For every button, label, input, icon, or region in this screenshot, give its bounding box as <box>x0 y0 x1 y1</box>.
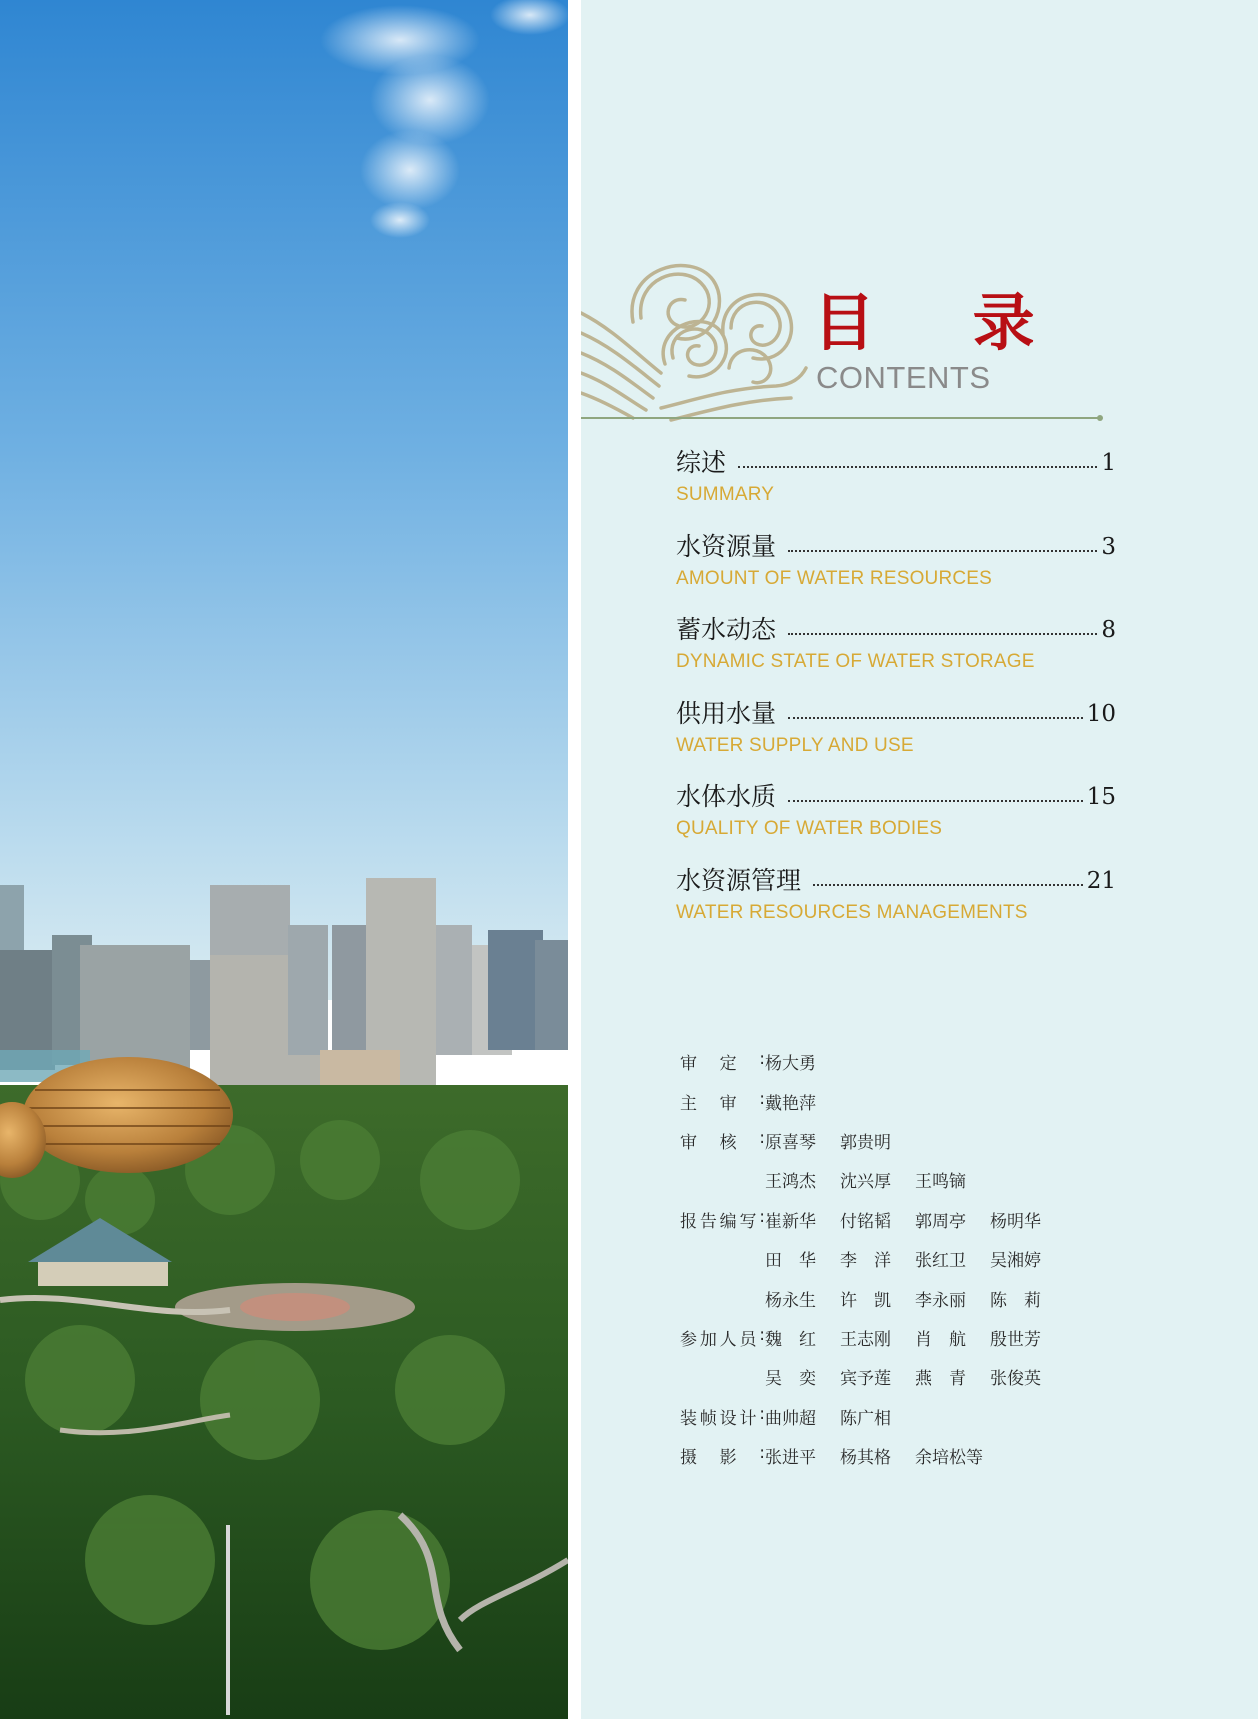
credit-names <box>765 1404 915 1429</box>
toc-leader-dots <box>788 799 1083 802</box>
toc-page-number: 10 <box>1086 700 1116 727</box>
toc-page-number: 3 <box>1101 533 1116 560</box>
credit-role-char: 主 <box>680 1093 697 1114</box>
credit-name: 杨其格 <box>840 1448 891 1469</box>
contents-title-chinese: 目 录 <box>813 286 1073 359</box>
toc-leader-dots <box>788 549 1097 552</box>
credit-role-char: 编 <box>719 1211 737 1232</box>
credit-name: 魏 红 <box>765 1329 816 1350</box>
credit-name: 郭贵明 <box>840 1132 891 1153</box>
toc-title-english: AMOUNT OF WATER RESOURCES <box>676 567 993 589</box>
table-of-contents <box>676 440 1116 941</box>
credit-row <box>680 1042 1120 1081</box>
credit-name: 王志刚 <box>840 1329 891 1350</box>
credit-name: 陈广相 <box>840 1408 891 1429</box>
title-underline <box>581 417 1099 419</box>
toc-title-chinese: 综述 <box>676 448 727 477</box>
toc-leader-dots <box>738 465 1097 468</box>
editorial-credits <box>680 1042 1120 1475</box>
toc-page-number: 21 <box>1086 867 1116 894</box>
toc-title-english: DYNAMIC STATE OF WATER STORAGE <box>676 651 1035 672</box>
credit-name: 张进平 <box>765 1448 816 1469</box>
credit-row <box>680 1357 1120 1396</box>
credit-name: 杨大勇 <box>765 1054 816 1075</box>
credit-role-char: 定 <box>719 1054 737 1075</box>
credit-name: 吴湘婷 <box>990 1251 1041 1272</box>
credit-name: 李 洋 <box>840 1251 891 1272</box>
credit-names <box>765 1443 990 1468</box>
title-underline-dot <box>1097 415 1103 421</box>
credit-role-colon: : <box>759 1206 765 1227</box>
credit-name: 燕 青 <box>915 1369 966 1390</box>
credit-row <box>680 1318 1120 1357</box>
credit-row <box>680 1239 1120 1278</box>
toc-entry[interactable] <box>676 691 1116 775</box>
credit-names <box>765 1325 1065 1350</box>
credit-name: 原喜琴 <box>765 1132 816 1153</box>
credit-role-char: 审 <box>719 1093 737 1114</box>
credit-name: 张俊英 <box>990 1369 1041 1390</box>
credit-role-char: 摄 <box>680 1448 697 1469</box>
credit-names <box>765 1364 1065 1389</box>
credit-role-char: 参 <box>680 1329 697 1350</box>
credit-names <box>765 1246 1065 1271</box>
credit-names <box>765 1207 1065 1232</box>
credit-name: 宾予莲 <box>840 1369 891 1390</box>
toc-leader-dots <box>813 883 1083 886</box>
credit-names <box>765 1286 1065 1311</box>
credit-name: 崔新华 <box>765 1211 816 1232</box>
credit-role <box>680 1207 765 1232</box>
credit-role-colon: : <box>759 1443 765 1464</box>
page-gutter <box>568 0 581 1719</box>
credit-name: 田 华 <box>765 1251 816 1272</box>
credit-row <box>680 1081 1120 1120</box>
city-park-photo <box>0 0 568 1719</box>
credit-name: 王鸣镝 <box>915 1172 966 1193</box>
credit-name: 殷世芳 <box>990 1329 1041 1350</box>
credit-role-colon: : <box>759 1324 765 1345</box>
credit-role-char: 装 <box>680 1408 697 1429</box>
credit-role-char: 影 <box>719 1448 737 1469</box>
credit-row <box>680 1160 1120 1199</box>
toc-title-chinese: 水体水质 <box>676 782 777 811</box>
credit-name: 李永丽 <box>915 1290 966 1311</box>
credit-role-colon: : <box>759 1403 765 1424</box>
toc-entry[interactable] <box>676 607 1116 691</box>
credit-names <box>765 1049 840 1074</box>
credit-names <box>765 1167 990 1192</box>
credit-role <box>680 1443 765 1468</box>
toc-title-chinese: 水资源量 <box>676 531 777 561</box>
credit-row <box>680 1278 1120 1317</box>
credit-role-char: 加 <box>699 1329 717 1350</box>
toc-title-chinese: 蓄水动态 <box>676 615 777 644</box>
credit-role-char: 人 <box>719 1329 737 1350</box>
toc-leader-dots <box>788 632 1097 635</box>
toc-entry[interactable] <box>676 858 1116 942</box>
toc-entry[interactable] <box>676 524 1116 608</box>
credit-role-char: 计 <box>739 1408 757 1429</box>
credit-role-char: 帧 <box>699 1408 717 1429</box>
credit-role-char: 告 <box>699 1211 717 1232</box>
credit-role-char: 设 <box>719 1408 737 1429</box>
toc-entry[interactable] <box>676 774 1116 858</box>
credit-row <box>680 1200 1120 1239</box>
toc-title-chinese: 水资源管理 <box>676 865 802 895</box>
auspicious-cloud-ornament <box>581 258 811 423</box>
toc-leader-dots <box>788 716 1083 719</box>
credit-role <box>680 1049 765 1074</box>
credit-role-colon: : <box>759 1127 765 1148</box>
credit-role-char: 报 <box>680 1211 697 1232</box>
credit-role <box>680 1404 765 1429</box>
credit-name: 付铭韬 <box>840 1211 891 1232</box>
lamp-pole <box>226 1525 230 1715</box>
credit-name: 许 凯 <box>840 1290 891 1311</box>
credit-name: 吴 奕 <box>765 1369 816 1390</box>
credit-row <box>680 1397 1120 1436</box>
credit-role-char: 员 <box>739 1329 757 1350</box>
toc-entry[interactable] <box>676 440 1116 524</box>
credit-row <box>680 1121 1120 1160</box>
toc-title-english: QUALITY OF WATER BODIES <box>676 818 943 839</box>
credit-role-char: 写 <box>739 1211 757 1232</box>
credit-name: 戴艳萍 <box>765 1093 816 1114</box>
credit-name: 郭周亭 <box>915 1211 966 1232</box>
credit-name: 沈兴厚 <box>840 1172 891 1193</box>
credit-role-char: 核 <box>719 1132 737 1153</box>
credit-names <box>765 1128 915 1153</box>
toc-title-chinese: 供用水量 <box>676 698 777 728</box>
credit-row <box>680 1436 1120 1475</box>
toc-title-english: WATER RESOURCES MANAGEMENTS <box>676 901 1028 923</box>
credit-role <box>680 1128 765 1153</box>
credit-name: 杨永生 <box>765 1290 816 1311</box>
credit-name: 余培松等 <box>915 1448 983 1469</box>
toc-page-number: 1 <box>1101 450 1116 477</box>
credit-role <box>680 1325 765 1350</box>
contents-title-english: CONTENTS <box>816 360 991 395</box>
credit-role-colon: : <box>759 1049 765 1070</box>
credit-role-char: 审 <box>680 1132 697 1153</box>
credit-role-char: 审 <box>680 1054 697 1075</box>
credit-names <box>765 1089 840 1114</box>
credit-name: 杨明华 <box>990 1211 1041 1232</box>
credit-name: 陈 莉 <box>990 1290 1041 1311</box>
credit-name: 张红卫 <box>915 1251 966 1272</box>
credit-role <box>680 1089 765 1114</box>
credit-role-colon: : <box>759 1088 765 1109</box>
credit-name: 王鸿杰 <box>765 1172 816 1193</box>
toc-page-number: 8 <box>1101 617 1116 644</box>
credit-name: 肖 航 <box>915 1329 966 1350</box>
credit-name: 曲帅超 <box>765 1408 816 1429</box>
contents-panel <box>581 0 1258 1719</box>
toc-title-english: WATER SUPPLY AND USE <box>676 734 914 756</box>
toc-title-english: SUMMARY <box>676 484 775 505</box>
toc-page-number: 15 <box>1086 784 1116 811</box>
